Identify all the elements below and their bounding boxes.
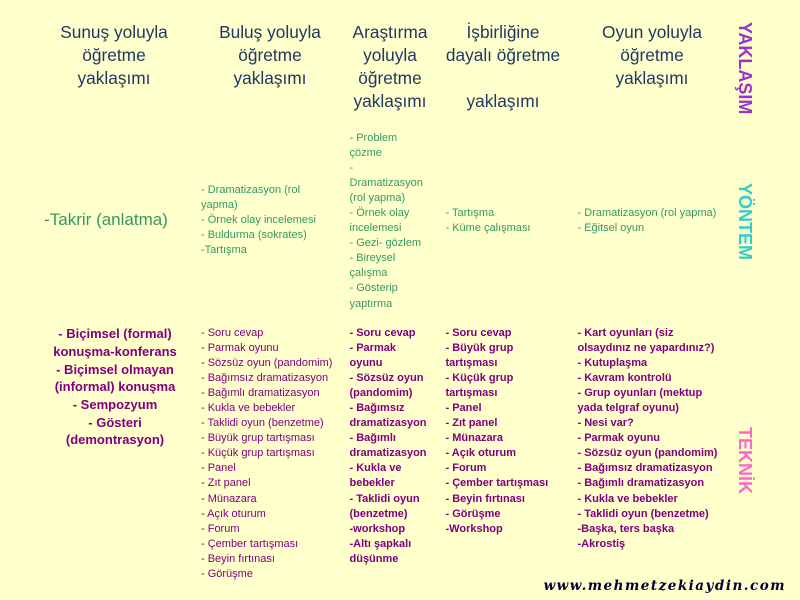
header-arastirma-yoluyla [340,21,440,113]
row-label-yontem: YÖNTEM [735,183,755,261]
teknik-item: -Workshop [445,522,503,535]
header-line: yaklaşımı [615,67,689,88]
teknik-item: - Büyük grup tartışması [201,432,315,445]
teknik-item: - Zıt panel [445,417,498,430]
teknik-item: - Forum [445,462,487,475]
teknik-item: - Gösteri (demontrasyon) [65,414,165,448]
yontem-cell-arastirma [350,131,429,312]
teknik-item: -Başka, ters başka [577,522,675,535]
teknik-item: - Görüşme [201,568,253,580]
teknik-item: - Sözsüz oyun (pandomim) [577,447,718,460]
header-isbirligine-dayali [441,21,565,113]
teknik-item: - Açık oturum [445,447,516,460]
header-line: Oyun yoluyla [602,21,702,42]
teknik-item: - Kavram kontrolü [577,371,672,384]
yontem-item: - Buldurma (sokrates) [201,228,307,241]
teknik-item: - Görüşme [445,507,501,520]
footer-url: www.mehmetzekiaydin.com [543,578,786,594]
teknik-item: - Küçük grup tartışması [201,447,315,460]
teknik-item: - Taklidi oyun (benzetme) [349,492,420,520]
teknik-item: - Bağımsız dramatizasyon [201,371,329,384]
teknik-item: - Kutuplaşma [577,356,648,369]
teknik-item: - Çember tartışması [201,537,299,550]
teknik-item: -Altı şapkalı düşünme [349,537,412,565]
teknik-item: - Forum [201,522,240,535]
header-line: Araştırma [352,21,428,42]
teknik-item: - Kukla ve bebekler [577,492,678,505]
teknik-item: - Küçük grup tartışması [445,371,514,399]
teknik-item: - Soru cevap [445,326,512,339]
teknik-item: -workshop [349,522,406,535]
header-line: yaklaşımı [233,67,307,88]
yontem-cell-sunus [40,209,172,231]
teknik-item: - Grup oyunları (mektup yada telgraf oyunu) [577,386,703,414]
yontem-item: - Dramatizasyon (rol yapma) [577,206,717,219]
teknik-item: - Beyin fırtınası [445,492,525,505]
teknik-cell-bulus [201,326,336,583]
teknik-item: - Münazara [201,492,257,505]
teknik-item: - Beyin fırtınası [201,552,275,565]
yontem-item: - Örnek olay incelemesi [349,206,410,235]
header-oyun-yoluyla [577,21,727,90]
teknik-item: - Bağımsız dramatizasyon [577,462,713,475]
teknik-item: - Parmak oyunu [349,341,396,369]
header-line: dayalı öğretme [445,44,561,65]
teknik-item: - Soru cevap [201,326,264,339]
yontem-item: - Problem çözme [349,131,398,159]
header-line: öğretme [358,67,422,88]
yontem-cell-bulus [201,183,336,258]
row-label-yaklasim: YAKLAŞIM [735,22,755,115]
yontem-item: - Küme çalışması [445,221,531,234]
teknik-item: - Sözsüz oyun (pandomim) [201,356,333,369]
teknik-item: - Panel [201,462,236,475]
teknik-item: - Bağımlı dramatizasyon [577,477,705,490]
header-line: öğretme [620,44,684,65]
teknik-item: - Açık oturum [201,507,266,520]
yontem-item: - Gezi- gözlem [349,237,422,250]
teknik-item: - Bağımsız dramatizasyon [349,401,427,430]
teknik-item: - Soru cevap [349,326,416,339]
teknik-item: - Bağımlı dramatizasyon [201,386,320,399]
teknik-cell-oyun [578,326,722,552]
yontem-item: - Eğitsel oyun [577,221,645,234]
teknik-item: - Taklidi oyun (benzetme) [201,417,324,430]
header-line: Buluş yoluyla [219,21,321,42]
header-line: yaklaşımı [353,90,427,111]
teknik-item: - Parmak oyunu [577,432,661,445]
teknik-cell-isbirligi [446,326,558,537]
teknik-item: - Biçimsel olmayan (informal) konuşma [54,361,176,395]
teknik-item: - Taklidi oyun (benzetme) [577,507,709,520]
teknik-item: - Büyük grup tartışması [445,341,514,369]
teknik-item: - Parmak oyunu [201,341,279,354]
yontem-item: - Gösterip yaptırma [349,282,398,310]
header-line: öğretme [238,44,302,65]
yontem-item: - Tartışma [445,206,495,219]
header-sunus-yoluyla [39,21,189,90]
yontem-item: -Takrir (anlatma) [44,210,168,229]
header-line: Sunuş yoluyla [60,21,168,42]
yontem-item: - Dramatizasyon (rol yapma) [349,161,423,204]
teknik-cell-arastirma [350,326,429,568]
yontem-cell-oyun [578,206,722,236]
header-line: yaklaşımı [466,90,540,111]
teknik-item: - Kukla ve bebekler [349,462,402,490]
teknik-item: - Kart oyunları (siz olsaydınız ne yapardınız?) [577,326,715,354]
header-line: İşbirliğine [466,21,540,42]
header-line: yoluyla [363,44,417,65]
header-bulus-yoluyla [195,21,345,90]
teknik-item: - Sözsüz oyun (pandomim) [349,371,424,399]
yontem-item: - Bireysel çalışma [349,252,396,280]
teknik-item: - Kukla ve bebekler [201,401,296,414]
header-line: öğretme [82,44,146,65]
teknik-item: - Münazara [445,432,503,445]
teknik-item: - Çember tartışması [445,477,549,490]
yontem-cell-isbirligi [446,206,558,236]
teknik-item: - Bağımlı dramatizasyon [349,432,427,460]
yontem-item: - Dramatizasyon (rol yapma) [201,183,301,211]
teknik-item: - Panel [445,401,482,414]
teknik-item: - Zıt panel [201,477,251,490]
header-line: yaklaşımı [77,67,151,88]
yontem-item: -Tartışma [201,243,247,256]
row-label-teknik: TEKNİK [735,427,755,494]
teknik-item: - Nesi var? [577,417,634,430]
teknik-item: -Akrostiş [577,537,626,550]
teknik-item: - Biçimsel (formal) konuşma-konferans [53,326,177,359]
teknik-item: - Sempozyum [72,397,158,412]
teknik-cell-sunus [50,325,180,449]
yontem-item: - Örnek olay incelemesi [201,213,316,226]
